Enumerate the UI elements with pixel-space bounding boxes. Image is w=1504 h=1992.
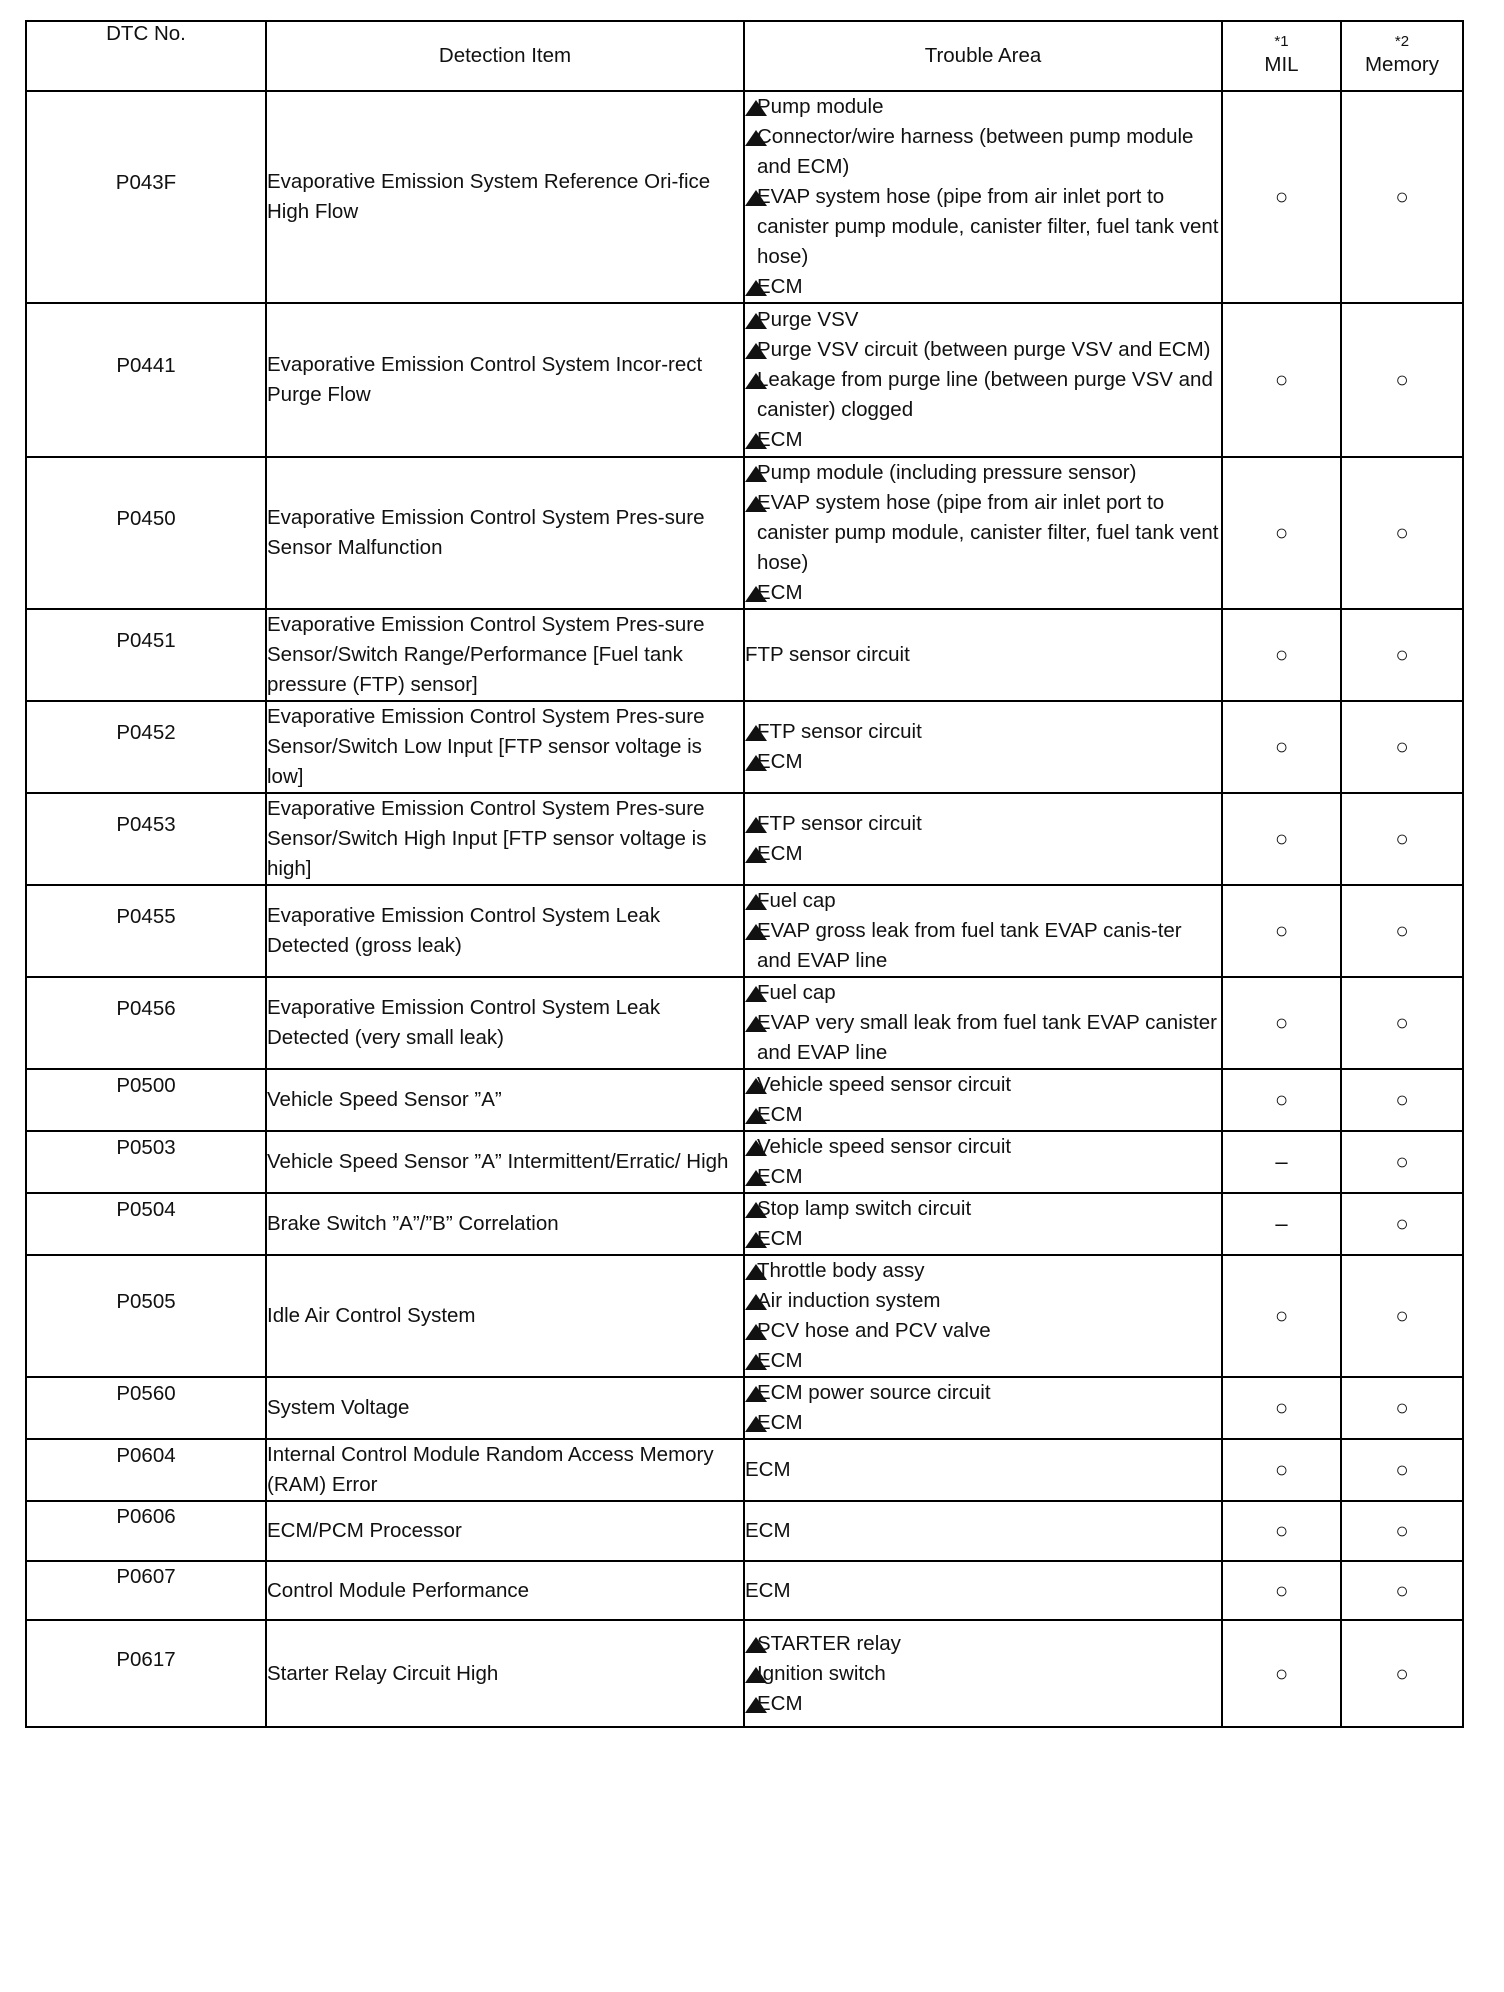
table-row [26,977,1463,1069]
memory-indicator: ○ [1341,457,1463,609]
mil-indicator: ○ [1222,457,1341,609]
trouble-area [744,457,1222,609]
trouble-area-text: ECM [745,1578,791,1602]
detection-item: Brake Switch ”A”/”B” Correlation [266,1193,744,1255]
trouble-area-text: ECM power source circuit [757,1381,991,1404]
trouble-area-text: PCV hose and PCV valve [757,1319,991,1342]
trouble-area-list [745,1576,1221,1606]
detection-item: Vehicle Speed Sensor ”A” Intermittent/Erratic/ High [266,1131,744,1193]
dtc-code-cell [26,1439,266,1501]
trouble-area [744,1377,1222,1439]
table-row [26,701,1463,793]
trouble-area [744,303,1222,457]
trouble-area-item [745,488,1221,578]
trouble-area-text: ECM [757,1103,803,1126]
detection-item: Evaporative Emission Control System Pres-sure Sensor/Switch Range/Performance [Fuel tank pressure (FTP) sensor] [266,609,744,701]
trouble-area [744,1131,1222,1193]
memory-footnote-marker: *2 [1394,33,1410,50]
trouble-area-list [745,1194,1221,1254]
dtc-code-cell [26,1620,266,1727]
trouble-area-list [745,92,1221,302]
detection-item: Evaporative Emission Control System Pres-sure Sensor/Switch Low Input [FTP sensor voltage is low] [266,701,744,793]
detection-item: Control Module Performance [266,1561,744,1620]
dtc-code: P0505 [116,1290,176,1313]
trouble-area-text: EVAP very small leak from fuel tank EVAP canister and EVAP line [757,1011,1217,1064]
table-row [26,1193,1463,1255]
trouble-area-text: EVAP system hose (pipe from air inlet port to canister pump module, canister filter, fuel tank vent hose) [757,491,1219,574]
trouble-area [744,793,1222,885]
trouble-area-text: Air induction system [757,1289,941,1312]
detection-item: ECM/PCM Processor [266,1501,744,1561]
trouble-area-text: ECM [745,1519,791,1542]
trouble-area-item [745,1516,1221,1546]
memory-indicator: ○ [1341,1377,1463,1439]
trouble-area-text: EVAP gross leak from fuel tank EVAP canis-ter and EVAP line [757,919,1182,972]
mil-indicator: ○ [1222,1561,1341,1620]
header-row [26,21,1463,91]
trouble-area-item [745,1408,1221,1438]
dtc-code-cell [26,1377,266,1439]
table-row [26,1620,1463,1727]
trouble-area-text: ECM [757,1227,803,1250]
dtc-code-cell [26,1069,266,1131]
trouble-area-text: Fuel cap [757,981,836,1004]
table-row [26,91,1463,303]
trouble-area-item [745,92,1221,122]
trouble-area-item [745,1659,1221,1689]
mil-indicator: ○ [1222,1069,1341,1131]
table-row [26,609,1463,701]
dtc-code-cell [26,1501,266,1561]
mil-indicator: ○ [1222,793,1341,885]
trouble-area-item [745,458,1221,488]
dtc-code: P0617 [116,1647,176,1671]
trouble-area-item [745,1286,1221,1316]
trouble-area-list [745,1455,1221,1485]
trouble-area-item [745,1070,1221,1100]
trouble-area [744,609,1222,701]
detection-item: Evaporative Emission Control System Incor-rect Purge Flow [266,303,744,457]
dtc-code-cell [26,793,266,885]
trouble-area-text: ECM [757,275,803,298]
table-row [26,1439,1463,1501]
dtc-code-cell [26,1193,266,1255]
trouble-area-text: Ignition switch [757,1661,886,1685]
trouble-area-list [745,1516,1221,1546]
trouble-area-item [745,578,1221,608]
mil-indicator: ○ [1222,609,1341,701]
dtc-code: P0453 [116,813,176,836]
trouble-area-text: ECM [757,1349,803,1372]
trouble-area-text: STARTER relay [757,1631,901,1655]
trouble-area-text: ECM [757,1691,803,1715]
trouble-area-text: Pump module (including pressure sensor) [757,461,1137,484]
mil-indicator: ○ [1222,1439,1341,1501]
memory-indicator: ○ [1341,1620,1463,1727]
trouble-area-list [745,1070,1221,1130]
mil-indicator: – [1222,1131,1341,1193]
trouble-area-item [745,839,1221,869]
trouble-area-text: ECM [757,581,803,604]
trouble-area-list [745,717,1221,777]
memory-indicator: ○ [1341,793,1463,885]
trouble-area-list [745,1132,1221,1192]
trouble-area-item [745,272,1221,302]
table-row [26,1131,1463,1193]
trouble-area-item [745,1224,1221,1254]
trouble-area-list [745,809,1221,869]
dtc-code: P0503 [116,1136,176,1159]
table-row [26,457,1463,609]
trouble-area-list [745,458,1221,608]
trouble-area-list [745,978,1221,1068]
dtc-code: P043F [115,171,177,194]
dtc-code-cell [26,609,266,701]
trouble-area-item [745,1455,1221,1485]
table-row [26,1501,1463,1561]
table-row [26,1561,1463,1620]
dtc-code: P0455 [116,905,176,928]
mil-label: MIL [1264,53,1299,76]
mil-indicator: ○ [1222,1620,1341,1727]
trouble-area [744,701,1222,793]
memory-indicator: ○ [1341,977,1463,1069]
trouble-area-text: FTP sensor circuit [745,643,910,666]
trouble-area-text: ECM [757,1165,803,1188]
trouble-area-item [745,1256,1221,1286]
trouble-area-item [745,1100,1221,1130]
dtc-code-cell [26,457,266,609]
memory-indicator: ○ [1341,303,1463,457]
detection-item: Evaporative Emission Control System Leak Detected (gross leak) [266,885,744,977]
table-row [26,793,1463,885]
trouble-area-item [745,365,1221,425]
dtc-code-cell [26,1255,266,1377]
dtc-code: P0450 [116,507,176,530]
trouble-area [744,977,1222,1069]
mil-indicator: ○ [1222,977,1341,1069]
table-row [26,1377,1463,1439]
memory-indicator: ○ [1341,1255,1463,1377]
trouble-area-text: Leakage from purge line (between purge VSV and canister) clogged [757,368,1213,421]
header-mil [1222,21,1341,91]
dtc-code: P0607 [116,1564,176,1588]
trouble-area-item [745,122,1221,182]
trouble-area-text: ECM [757,428,803,451]
dtc-code: P0451 [116,629,176,652]
header-dtc-no: DTC No. [26,21,266,91]
mil-indicator: – [1222,1193,1341,1255]
trouble-area-text: ECM [757,750,803,773]
mil-indicator: ○ [1222,1501,1341,1561]
trouble-area-text: Purge VSV [757,308,859,331]
trouble-area [744,91,1222,303]
trouble-area-list [745,886,1221,976]
mil-footnote-marker: *1 [1274,33,1289,50]
trouble-area-list [745,1256,1221,1376]
dtc-code-cell [26,1561,266,1620]
trouble-area [744,1501,1222,1561]
trouble-area [744,1561,1222,1620]
memory-label: Memory [1364,53,1440,76]
trouble-area-item [745,305,1221,335]
trouble-area [744,1620,1222,1727]
dtc-code-cell [26,701,266,793]
trouble-area-list [745,1629,1221,1719]
trouble-area-text: FTP sensor circuit [757,720,922,743]
dtc-code-cell [26,1131,266,1193]
dtc-code-cell [26,885,266,977]
detection-item: Evaporative Emission Control System Pres-sure Sensor Malfunction [266,457,744,609]
header-memory [1341,21,1463,91]
dtc-code: P0504 [116,1198,176,1221]
detection-item: Evaporative Emission System Reference Ori-fice High Flow [266,91,744,303]
memory-indicator: ○ [1341,885,1463,977]
dtc-code: P0604 [116,1444,176,1467]
memory-indicator: ○ [1341,1131,1463,1193]
header-trouble-area: Trouble Area [744,21,1222,91]
memory-indicator: ○ [1341,1501,1463,1561]
trouble-area [744,1069,1222,1131]
dtc-table [25,20,1464,1728]
trouble-area-item [745,717,1221,747]
trouble-area-item [745,1132,1221,1162]
detection-item: Idle Air Control System [266,1255,744,1377]
trouble-area [744,1439,1222,1501]
table-row [26,1069,1463,1131]
trouble-area-text: Stop lamp switch circuit [757,1197,972,1220]
trouble-area-text: Vehicle speed sensor circuit [757,1135,1012,1158]
trouble-area-text: Throttle body assy [757,1259,925,1282]
memory-indicator: ○ [1341,1439,1463,1501]
header-detection-item: Detection Item [266,21,744,91]
dtc-code-cell [26,91,266,303]
trouble-area-list [745,1378,1221,1438]
trouble-area [744,885,1222,977]
trouble-area-text: Fuel cap [757,889,836,912]
detection-item: Evaporative Emission Control System Pres-sure Sensor/Switch High Input [FTP sensor voltage is high] [266,793,744,885]
detection-item: Evaporative Emission Control System Leak Detected (very small leak) [266,977,744,1069]
trouble-area-text: ECM [757,1411,803,1434]
trouble-area-text: ECM [745,1458,791,1481]
mil-indicator: ○ [1222,1377,1341,1439]
trouble-area-item [745,1629,1221,1659]
trouble-area-text: FTP sensor circuit [757,812,922,835]
trouble-area-item [745,182,1221,272]
trouble-area-text: Connector/wire harness (between pump module and ECM) [757,125,1194,178]
dtc-code: P0560 [116,1382,176,1405]
dtc-code: P0606 [116,1505,176,1528]
dtc-code: P0456 [116,997,176,1020]
trouble-area-item [745,1162,1221,1192]
trouble-area-item [745,1689,1221,1719]
memory-indicator: ○ [1341,91,1463,303]
trouble-area-text: EVAP system hose (pipe from air inlet port to canister pump module, canister filter, fuel tank vent hose) [757,185,1219,268]
trouble-area-item [745,1008,1221,1068]
trouble-area-list [745,640,1221,670]
dtc-code: P0441 [116,354,176,377]
trouble-area-item [745,425,1221,455]
trouble-area-item [745,916,1221,976]
trouble-area-text: Purge VSV circuit (between purge VSV and ECM) [757,338,1211,361]
table-row [26,1255,1463,1377]
dtc-code-cell [26,977,266,1069]
detection-item: Starter Relay Circuit High [266,1620,744,1727]
dtc-code-cell [26,303,266,457]
trouble-area-list [745,305,1221,455]
trouble-area-item [745,1346,1221,1376]
mil-indicator: ○ [1222,303,1341,457]
trouble-area-item [745,978,1221,1008]
mil-indicator: ○ [1222,701,1341,793]
trouble-area-item [745,1316,1221,1346]
trouble-area [744,1193,1222,1255]
memory-indicator: ○ [1341,701,1463,793]
mil-indicator: ○ [1222,885,1341,977]
memory-indicator: ○ [1341,1193,1463,1255]
table-row [26,885,1463,977]
trouble-area-text: Pump module [757,95,884,118]
mil-indicator: ○ [1222,91,1341,303]
trouble-area [744,1255,1222,1377]
trouble-area-item [745,809,1221,839]
trouble-area-text: ECM [757,842,803,865]
table-body [26,91,1463,1727]
detection-item: System Voltage [266,1377,744,1439]
detection-item: Internal Control Module Random Access Memory (RAM) Error [266,1439,744,1501]
table-row [26,303,1463,457]
memory-indicator: ○ [1341,1561,1463,1620]
trouble-area-item [745,1194,1221,1224]
mil-indicator: ○ [1222,1255,1341,1377]
trouble-area-item [745,886,1221,916]
trouble-area-text: Vehicle speed sensor circuit [757,1073,1012,1096]
trouble-area-item [745,640,1221,670]
memory-indicator: ○ [1341,1069,1463,1131]
trouble-area-item [745,1378,1221,1408]
trouble-area-item [745,335,1221,365]
dtc-code: P0452 [116,721,176,744]
trouble-area-item [745,1576,1221,1606]
trouble-area-item [745,747,1221,777]
detection-item: Vehicle Speed Sensor ”A” [266,1069,744,1131]
dtc-code: P0500 [116,1074,176,1097]
memory-indicator: ○ [1341,609,1463,701]
